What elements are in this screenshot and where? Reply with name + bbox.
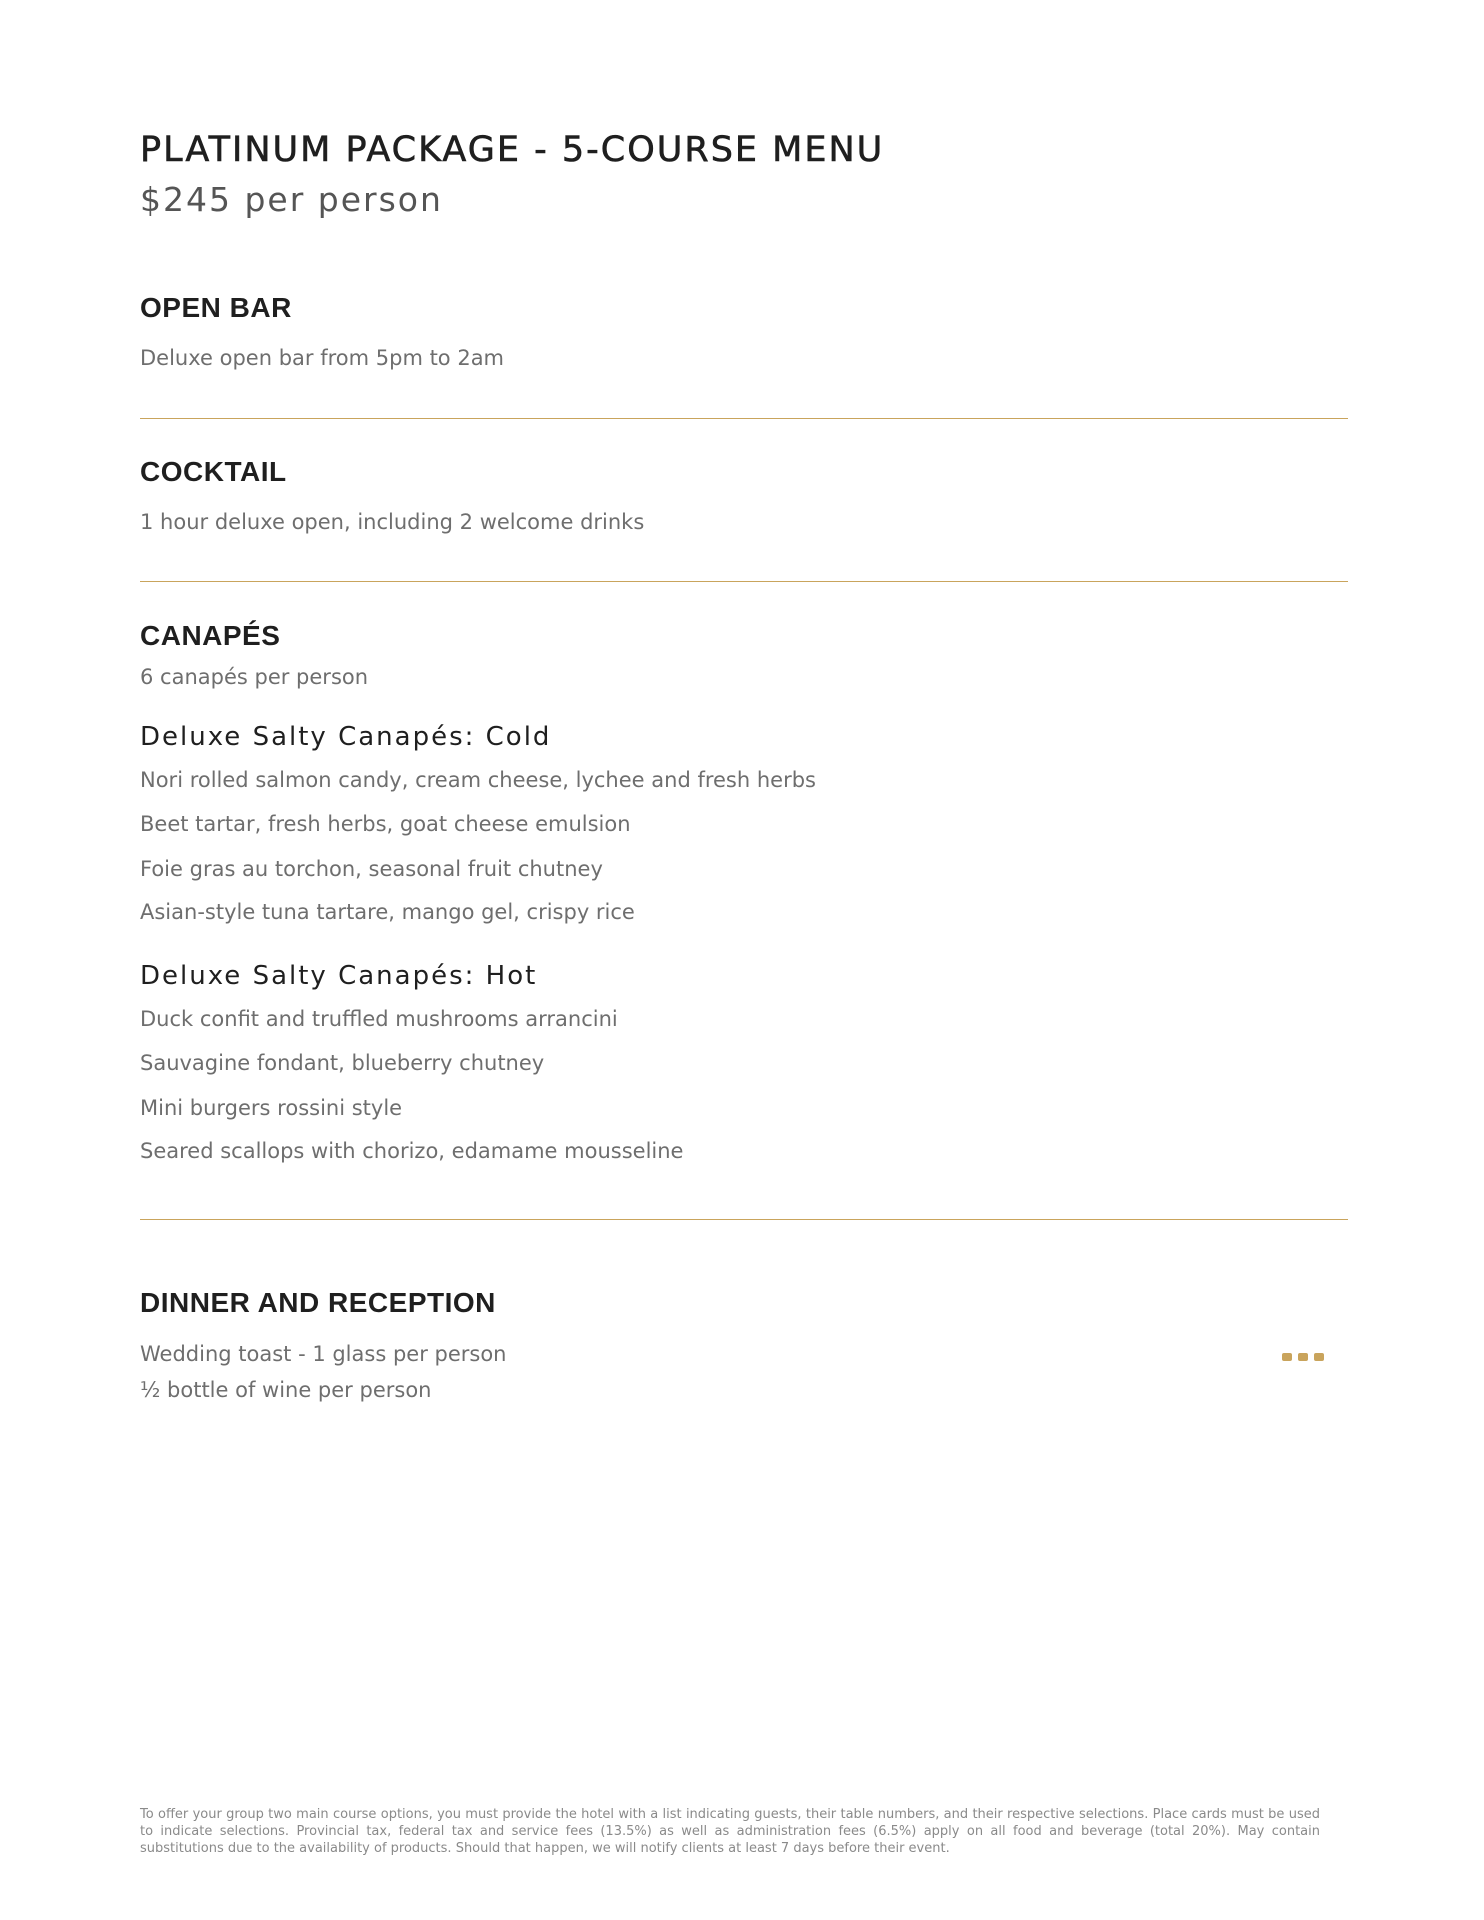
list-item: Seared scallops with chorizo, edamame mousseline [140,1139,684,1163]
section-divider [140,1219,1348,1220]
cocktail-heading: COCKTAIL [140,456,287,487]
list-item: Duck confit and truffled mushrooms arrancini [140,1007,618,1031]
open-bar-description: Deluxe open bar from 5pm to 2am [140,346,505,370]
section-divider [140,418,1348,419]
canapes-heading: CANAPÉS [140,620,281,651]
canapes-description: 6 canapés per person [140,665,369,689]
menu-page [140,0,1345,1920]
list-item: Mini burgers rossini style [140,1096,403,1120]
dot [1282,1353,1292,1361]
page-title: PLATINUM PACKAGE - 5-COURSE MENU [140,130,885,170]
list-item: Wedding toast - 1 glass per person [140,1342,507,1366]
ellipsis-icon [1282,1346,1332,1356]
list-item: Beet tartar, fresh herbs, goat cheese emulsion [140,812,631,836]
dot [1298,1353,1308,1361]
hot-canapes-heading: Deluxe Salty Canapés: Hot [140,961,538,991]
list-item: Foie gras au torchon, seasonal fruit chutney [140,857,603,881]
footer-note: To offer your group two main course options, you must provide the hotel with a list indicating guests, their table numbers, and their respective selections. Place cards must be used to indicate selections. Provincial tax, federal tax and service fees (13.5%) as well as administration fees (6.5%) apply on all food and beverage (total 20%). May contain substitutions due to the availability of products. Should that happen, we will notify clients at least 7 days before their event. [140,1807,1320,1856]
list-item: Sauvagine fondant, blueberry chutney [140,1051,545,1075]
list-item: Nori rolled salmon candy, cream cheese, lychee and fresh herbs [140,768,816,792]
list-item: Asian-style tuna tartare, mango gel, crispy rice [140,900,635,924]
section-divider [140,581,1348,582]
cocktail-description: 1 hour deluxe open, including 2 welcome drinks [140,510,645,534]
cold-canapes-heading: Deluxe Salty Canapés: Cold [140,722,552,752]
open-bar-heading: OPEN BAR [140,292,292,323]
price-per-person: $245 per person [140,180,443,219]
dinner-heading: DINNER AND RECEPTION [140,1287,496,1318]
dot [1314,1353,1324,1361]
list-item: ½ bottle of wine per person [140,1378,432,1402]
